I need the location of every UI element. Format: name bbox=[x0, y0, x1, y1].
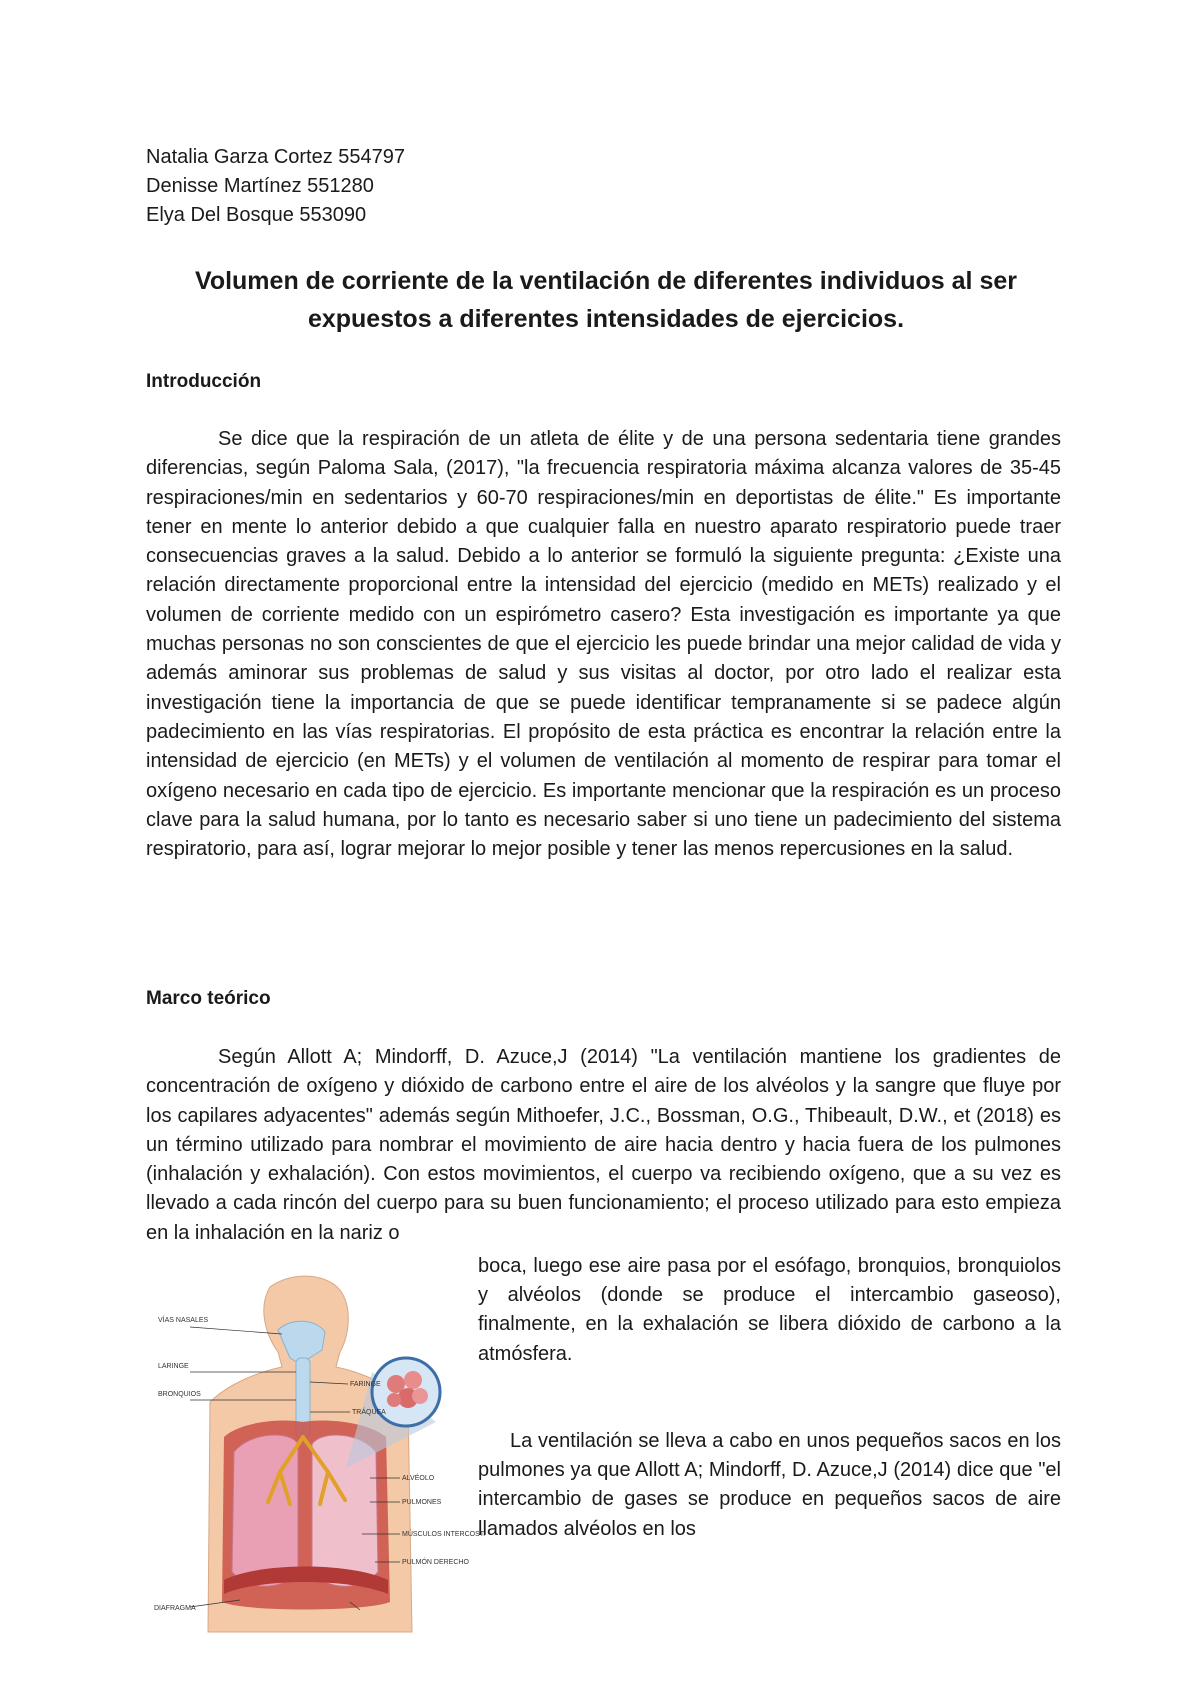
theory-paragraph-1-continued: boca, luego ese aire pasa por el esófago, bronquios, bronquiolos y alvéolos (donde se produce el intercambio gaseoso), finalmente, en la exhalación se libera dióxido de carbono a la atmósfera. bbox=[478, 1255, 1061, 1365]
label-alveolo: ALVÉOLO bbox=[402, 1475, 435, 1482]
left-lung bbox=[312, 1435, 378, 1586]
label-diafragma: DIAFRAGMA bbox=[154, 1605, 196, 1612]
respiratory-system-figure bbox=[150, 1272, 486, 1632]
document-title: Volumen de corriente de la ventilación de diferentes individuos al ser expuestos a diferentes intensidades de ejercicios. bbox=[195, 267, 1017, 333]
author-3: Elya Del Bosque 553090 bbox=[146, 204, 367, 226]
respiratory-system-illustration bbox=[150, 1272, 486, 1632]
theory-paragraph-2: La ventilación se lleva a cabo en unos pequeños sacos en los pulmones ya que Allott A; Mindorff, D. Azuce,J (2014) dice que "el intercambio de gases se produce en pequeños sacos de aire llamados alvéolos en los bbox=[478, 1430, 1061, 1540]
author-list bbox=[146, 143, 405, 230]
label-vias-nasales: VÍAS NASALES bbox=[158, 1317, 209, 1324]
label-pulmones: PULMONES bbox=[402, 1499, 442, 1506]
theory-paragraph-1: Según Allott A; Mindorff, D. Azuce,J (2014) "La ventilación mantiene los gradientes de concentración de oxígeno y dióxido de carbono entre el aire de los alvéolos y la sangre que fluye por los capilares adyacentes" además según Mithoefer, J.C., Bossman, O.G., Thibeault, D.W., et (2018) es un término utilizado para nombrar el movimiento de aire hacia dentro y hacia fuera de los pulmones (inhalación y exhalación). Con estos movimientos, el cuerpo va recibiendo oxígeno, que a su vez es llevado a cada rincón del cuerpo para su buen funcionamiento; el proceso utilizado para esto empieza en la inhalación en la nariz o bbox=[146, 1046, 1061, 1244]
label-pulmon: PULMÓN DERECHO bbox=[402, 1559, 469, 1566]
label-bronquios: BRONQUIOS bbox=[158, 1391, 201, 1398]
theory-heading: Marco teórico bbox=[146, 988, 271, 1009]
introduction-heading: Introducción bbox=[146, 371, 262, 392]
label-traquea: TRÁQUEA bbox=[352, 1409, 386, 1416]
label-laringe: LARINGE bbox=[158, 1363, 189, 1370]
author-2: Denisse Martínez 551280 bbox=[146, 175, 374, 197]
author-1: Natalia Garza Cortez 554797 bbox=[146, 146, 406, 168]
label-faringe: FARINGE bbox=[350, 1381, 381, 1388]
label-musculos: MÚSCULOS INTERCOST. bbox=[402, 1531, 486, 1538]
introduction-paragraph: Se dice que la respiración de un atleta de élite y de una persona sedentaria tiene grandes diferencias, según Paloma Sala, (2017), "la frecuencia respiratoria máxima alcanza valores de 35-45 respiraciones/min en sedentarios y 60-70 respiraciones/min en deportistas de élite." Es importante tener en mente lo anterior debido a que cualquier falla en nuestro aparato respiratorio puede traer consecuencias graves a la salud. Debido a lo anterior se formuló la siguiente pregunta: ¿Existe una relación directamente proporcional entre la intensidad del ejercicio (medido en METs) realizado y el volumen de corriente medido con un espirómetro casero? Esta investigación es importante ya que muchas personas no son conscientes de que el ejercicio les puede brindar una mejor calidad de vida y además aminorar sus problemas de salud y sus visitas al doctor, por otro lado el realizar esta investigación tiene la importancia de que se puede identificar tempranamente si se padece algún padecimiento en las vías respiratorias. El propósito de esta práctica es encontrar la relación entre la intensidad de ejercicio (en METs) y el volumen de ventilación al momento de respirar para tomar el oxígeno necesario en cada tipo de ejercicio. Es importante mencionar que la respiración es un proceso clave para la salud humana, por lo tanto es necesario saber si uno tiene un padecimiento del sistema respiratorio, para así, lograr mejorar lo mejor posible y tener las menos repercusiones en la salud. bbox=[146, 428, 1061, 861]
